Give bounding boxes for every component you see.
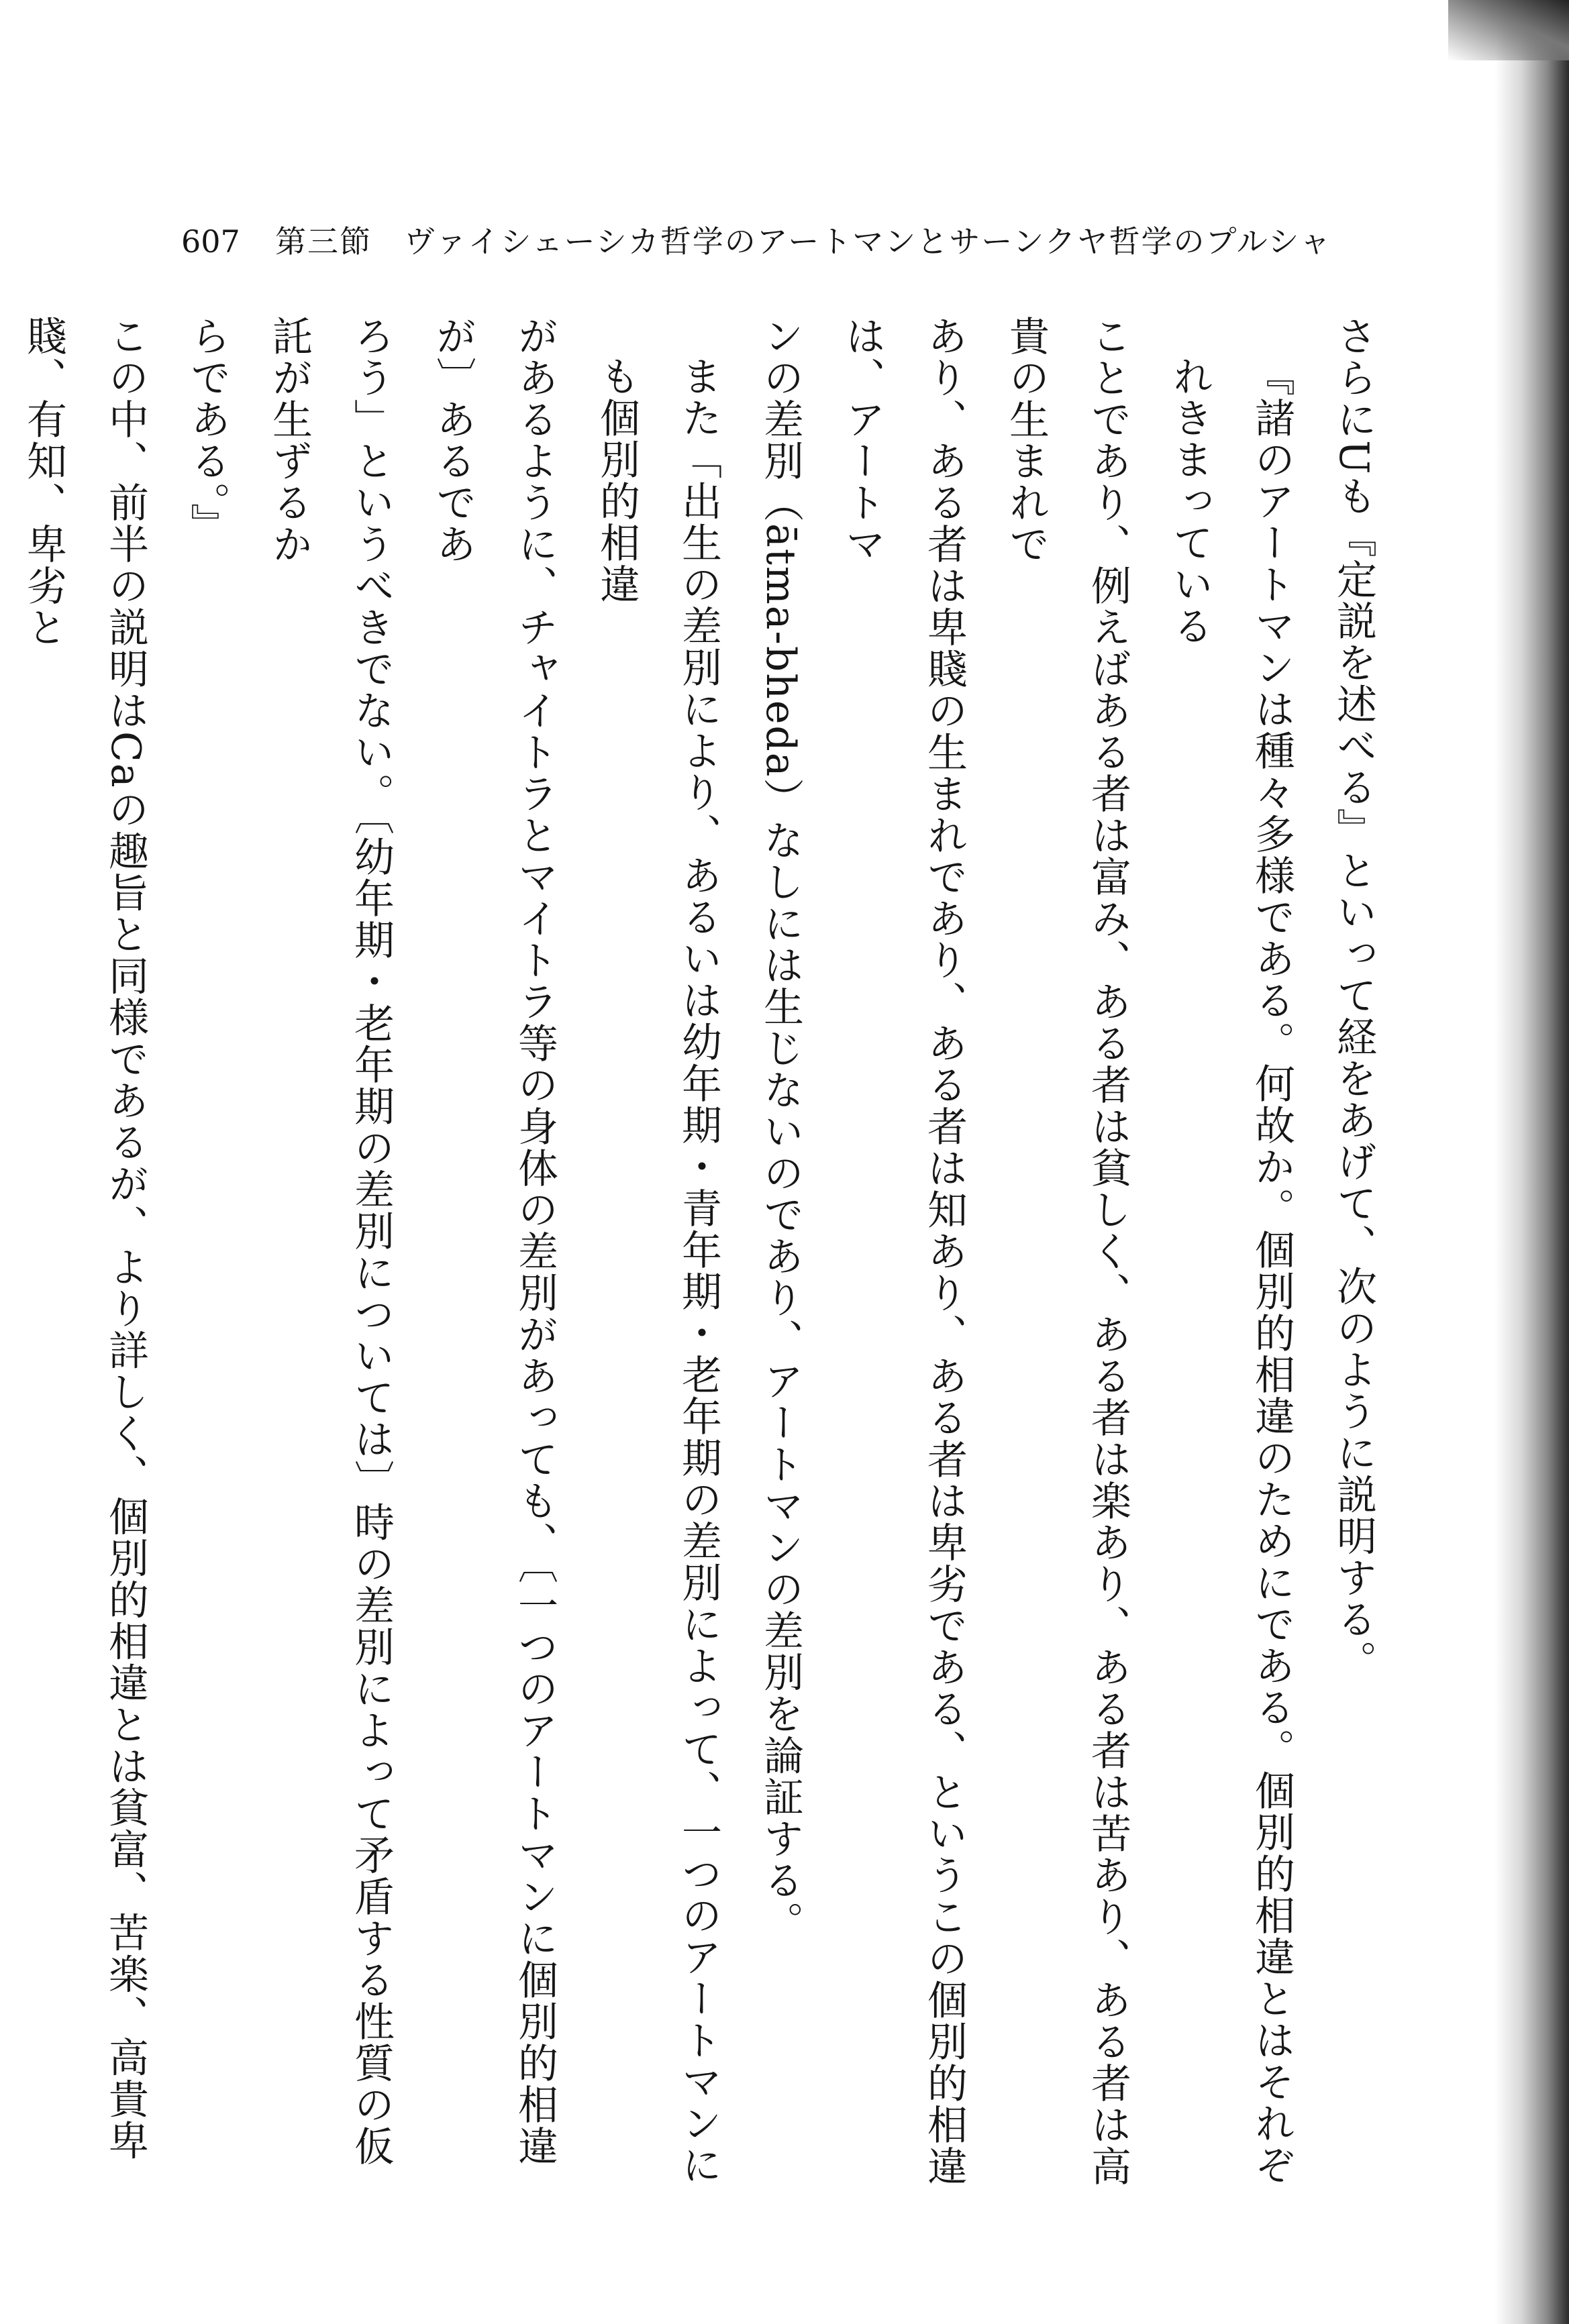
page-edge-shadow [1495,0,1569,2324]
text-line: 『諸のアートマンは種々多様である。何故か。個別的相違のためにである。個別的相違とはそれぞれきまっている [1166,356,1295,2186]
text-line: ろう」というべきでない。〔幼年期・老年期の差別については〕時の差別によって矛盾する性質の仮託が生ずるか [266,315,395,2167]
text-line: あり、ある者は卑賤の生まれであり、ある者は知あり、ある者は卑劣である、というこの個別的相違は、アートマ [839,315,968,2187]
text-line [0,315,3,2194]
text-line: らである。』 [184,315,231,545]
text-line: さらにUも『定説を述べる』といって経をあげて、次のように説明する。 [1330,315,1377,1682]
vertical-text-body [20,315,1395,2194]
page-number: 607 [181,223,240,260]
page-corner-shadow [1448,0,1569,60]
text-line: ことであり、例えばある者は富み、ある者は貧しく、ある者は楽あり、ある者は苦あり、ある者は高貴の生まれで [1003,315,1131,2187]
text-line: があるように、チャイトラとマイトラ等の身体の差別があっても、〔一つのアートマンに個別的相違が〕あるであ [429,315,558,2167]
header-title: 第三節 ヴァイシェーシカ哲学のアートマンとサーンクヤ哲学のプルシャ [275,223,1332,260]
text-line: ンの差別（ātma-bheda）なしには生じないのであり、アートマンの差別を論証する。 [757,315,804,1943]
text-line: また「出生の差別により、あるいは幼年期・青年期・老年期の差別によって、一つのアートマンにも個別的相違 [593,356,722,2186]
text-line: この中、前半の説明はCaの趣旨と同様であるが、より詳しく、個別的相違とは貧富、苦楽、高貴卑賤、有知、卑劣と [20,315,149,2162]
